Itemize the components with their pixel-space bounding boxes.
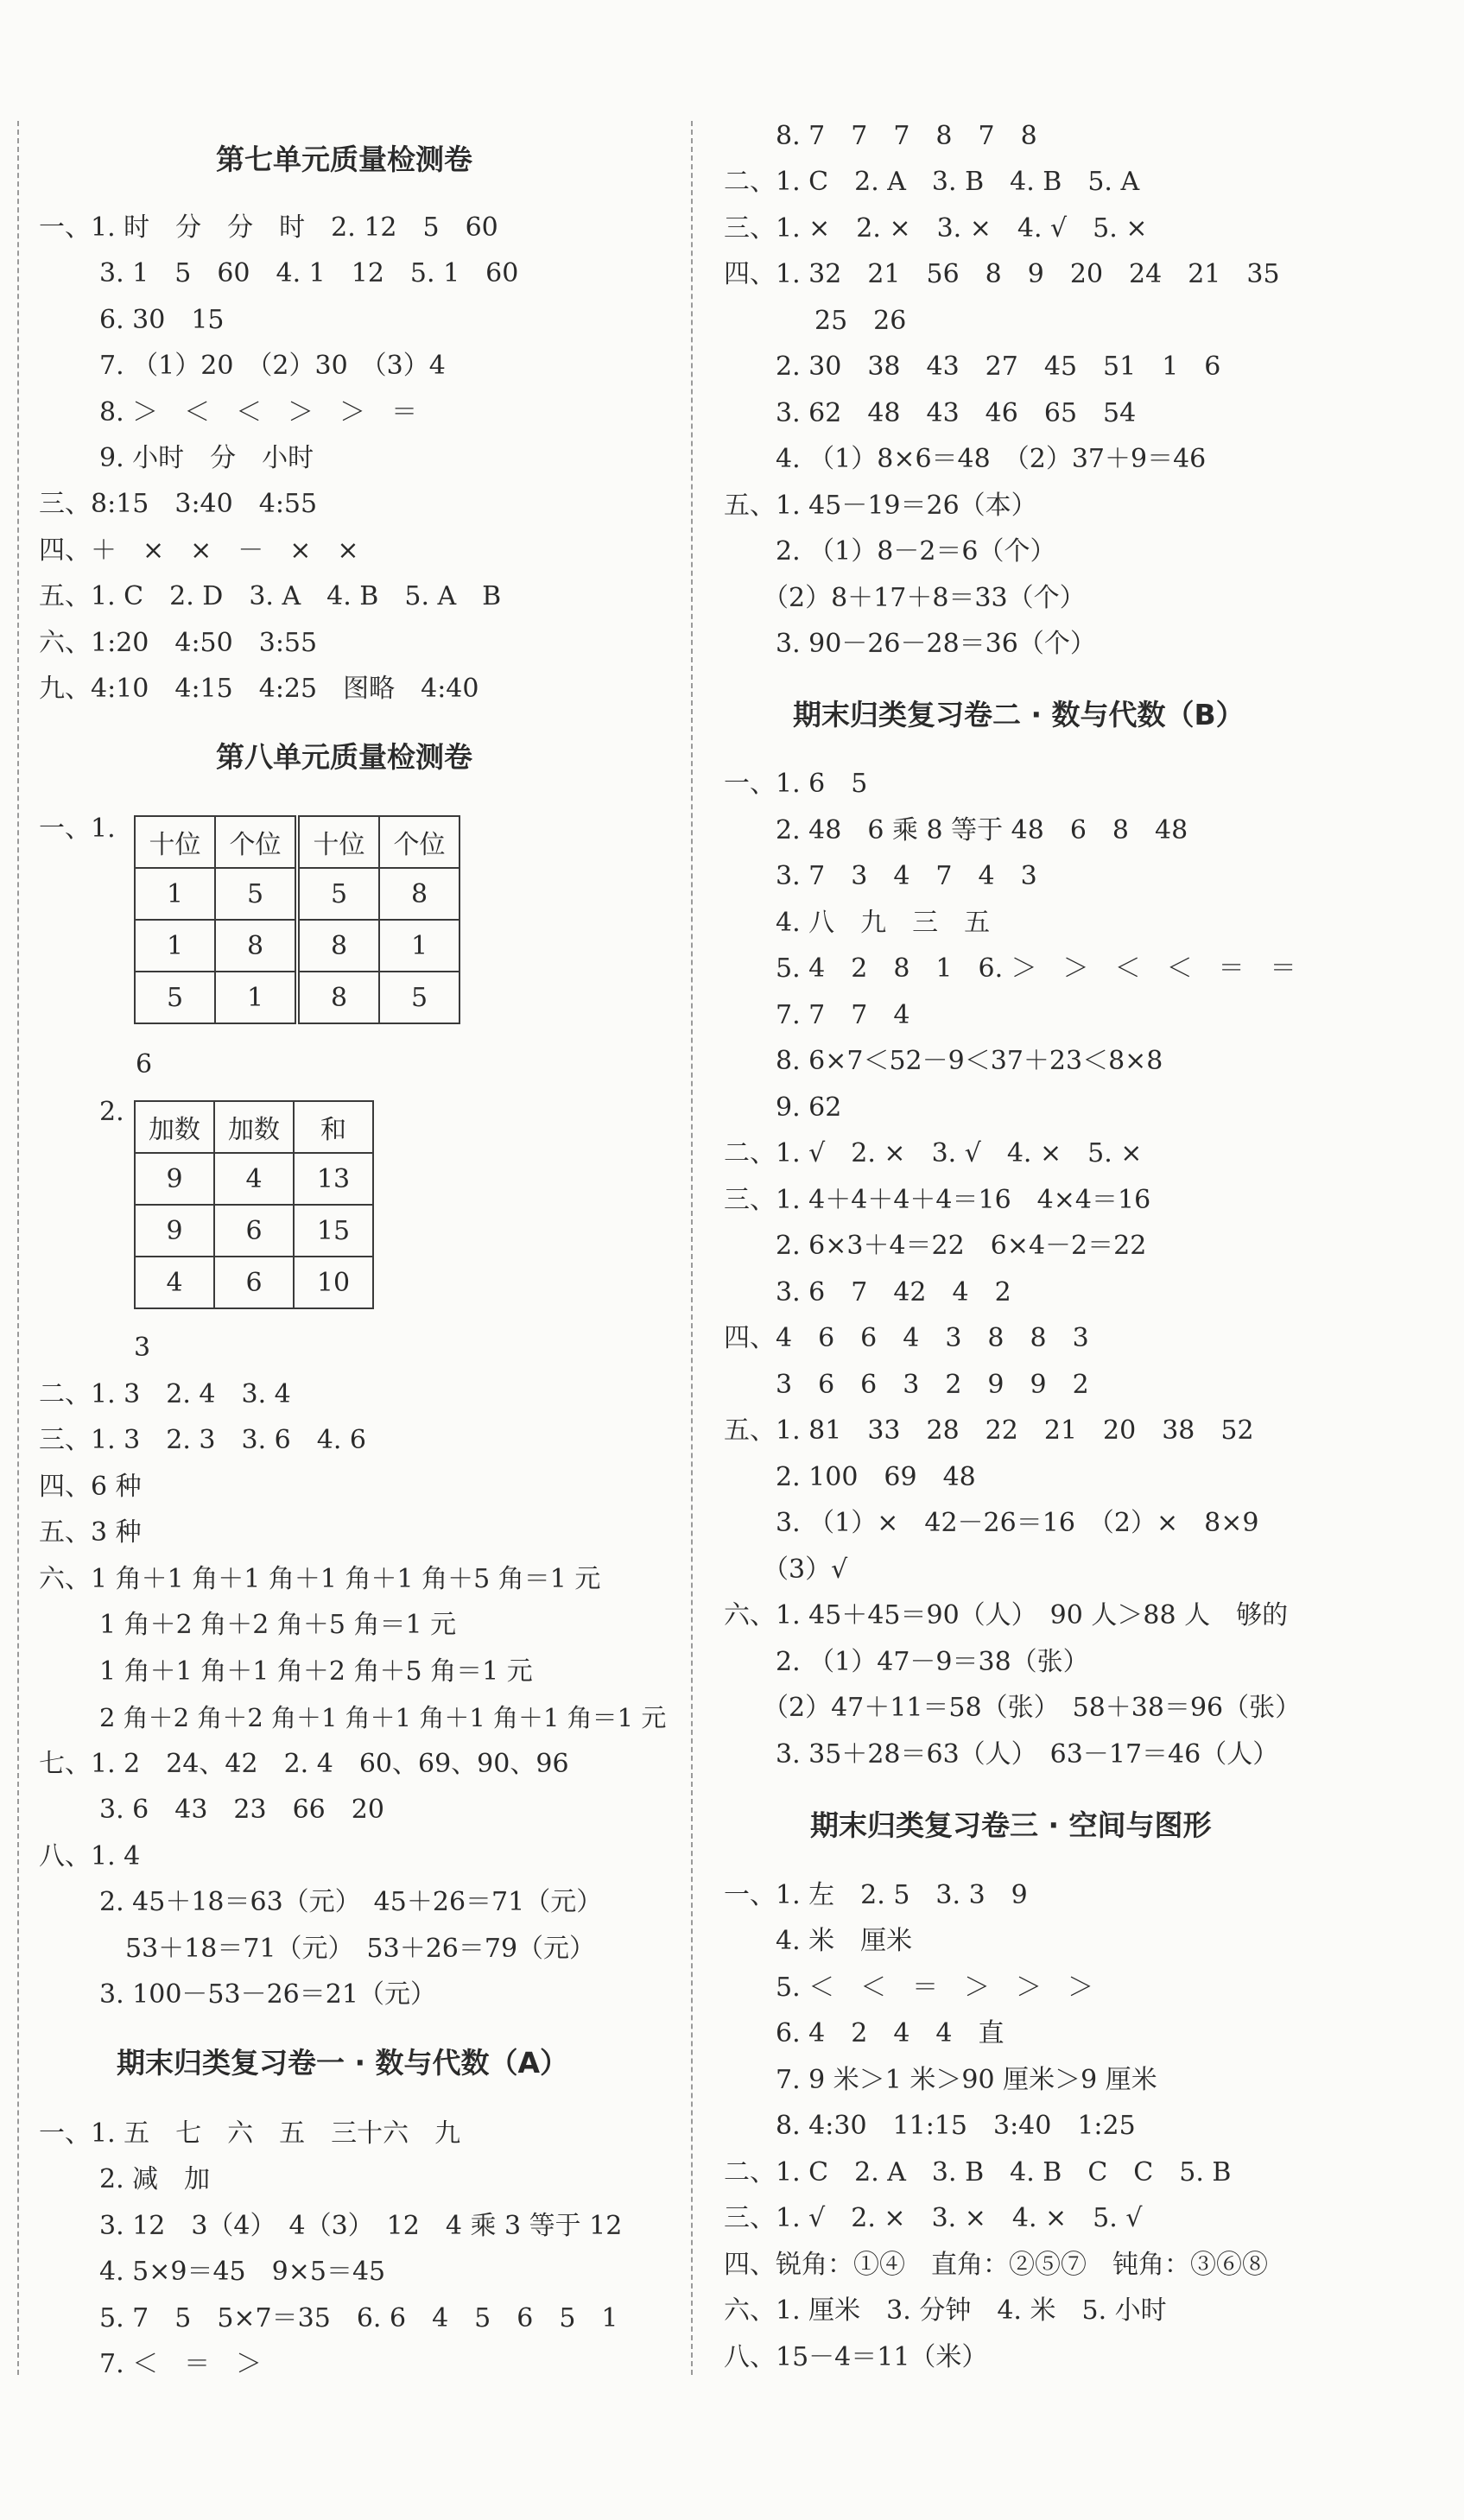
answer-line: 3. 35＋28＝63（人） 63－17＝46（人） [776, 1739, 1279, 1770]
answer-line: 五、1. C 2. D 3. A 4. B 5. A B [39, 581, 502, 611]
answer-line: 3. 12 3（4） 4（3） 12 4 乘 3 等于 12 [99, 2211, 623, 2241]
answer-line: 三、1. 4＋4＋4＋4＝16 4×4＝16 [724, 1185, 1151, 1215]
answer-line: 3. （1）× 42－26＝16 （2）× 8×9 [776, 1508, 1259, 1538]
table-cell: 15 [294, 1205, 373, 1257]
answer-line: 3. 62 48 43 46 65 54 [776, 398, 1137, 428]
answer-line: 2. 100 69 48 [776, 1462, 976, 1492]
answer-line: （2）8＋17＋8＝33（个） [763, 583, 1086, 613]
section-title-unit8: 第八单元质量检测卷 [216, 740, 472, 774]
answer-line: 25 26 [814, 306, 907, 336]
table-cell: 9 [135, 1153, 214, 1205]
answer-line: 5. ＜ ＜ ＝ ＞ ＞ ＞ [776, 1972, 1094, 2003]
question-label: 一、1. [39, 814, 116, 844]
table-header: 加数 [135, 1101, 214, 1153]
answer-line: 8. 6×7＜52－9＜37＋23＜8×8 [776, 1046, 1163, 1076]
answer-line: 9. 小时 分 小时 [99, 443, 314, 473]
section-title-review-b: 期末归类复习卷二 · 数与代数（B） [793, 698, 1245, 731]
answer-line: 一、1. 时 分 分 时 2. 12 5 60 [39, 212, 498, 243]
table-cell: 8 [215, 920, 297, 972]
answer-line: 7. ＜ ＝ ＞ [99, 2349, 263, 2379]
answer-line: 3. 6 43 23 66 20 [99, 1795, 384, 1825]
answer-line: 3. 100－53－26＝21（元） [99, 1979, 436, 2010]
answer-line: 3. 7 3 4 7 4 3 [776, 861, 1037, 891]
table-cell: 5 [135, 972, 215, 1023]
answer-line: 3 [134, 1333, 151, 1363]
left-column [39, 0, 678, 2520]
answer-line: 5. 4 2 8 1 6. ＞ ＞ ＜ ＜ ＝ ＝ [776, 953, 1296, 984]
answer-line: 8. ＞ ＜ ＜ ＞ ＞ ＝ [99, 397, 418, 427]
answer-line: 6 [136, 1049, 153, 1080]
answer-line: 六、1 角＋1 角＋1 角＋1 角＋1 角＋5 角＝1 元 [39, 1564, 601, 1594]
answer-line: 9. 62 [776, 1092, 842, 1123]
answer-line: 3. 90－26－28＝36（个） [776, 629, 1096, 659]
answer-line: 一、1. 6 5 [724, 769, 868, 799]
section-title-unit7: 第七单元质量检测卷 [216, 142, 472, 176]
answer-line: 六、1:20 4:50 3:55 [39, 628, 318, 658]
answer-line: 2. （1）47－9＝38（张） [776, 1647, 1089, 1677]
answer-line: 6. 4 2 4 4 直 [776, 2018, 1005, 2048]
answer-line: 2. 48 6 乘 8 等于 48 6 8 48 [776, 815, 1188, 845]
answer-line: 3 6 6 3 2 9 9 2 [776, 1370, 1089, 1400]
answer-line: 2. 6×3＋4＝22 6×4－2＝22 [776, 1231, 1147, 1261]
answer-line: 4. 米 厘米 [776, 1926, 913, 1956]
answer-line: 五、1. 81 33 28 22 21 20 38 52 [724, 1415, 1254, 1446]
answer-line: 一、1. 左 2. 5 3. 3 9 [724, 1880, 1028, 1910]
table-cell: 1 [379, 920, 459, 972]
answer-line: 八、15－4＝11（米） [724, 2342, 988, 2372]
answer-line: 7. 9 米＞1 米＞90 厘米＞9 厘米 [776, 2065, 1157, 2095]
answer-line: 2. （1）8－2＝6（个） [776, 536, 1056, 567]
answer-line: 2. 45＋18＝63（元） 45＋26＝71（元） [99, 1887, 603, 1917]
table-header: 十位 [135, 816, 215, 868]
column-divider [691, 121, 693, 2375]
answer-line: 2. 30 38 43 27 45 51 1 6 [776, 351, 1221, 382]
answer-line: 八、1. 4 [39, 1841, 141, 1871]
table-header: 加数 [214, 1101, 294, 1153]
answer-line: 三、1. √ 2. × 3. × 4. × 5. √ [724, 2203, 1143, 2233]
answer-line: 53＋18＝71（元） 53＋26＝79（元） [125, 1934, 596, 1964]
answer-line: 四、4 6 6 4 3 8 8 3 [724, 1323, 1089, 1353]
table-cell: 8 [379, 868, 459, 920]
table-header: 十位 [297, 816, 379, 868]
answer-line: 4. 5×9＝45 9×5＝45 [99, 2257, 386, 2287]
answer-line: 3. 6 7 42 4 2 [776, 1277, 1011, 1307]
section-title-review-a: 期末归类复习卷一 · 数与代数（A） [117, 2046, 569, 2080]
table-cell: 5 [215, 868, 297, 920]
answer-line: 二、1. 3 2. 4 3. 4 [39, 1379, 291, 1409]
table-cell: 9 [135, 1205, 214, 1257]
answer-line: 8. 7 7 7 8 7 8 [776, 121, 1037, 151]
answer-line: 三、8:15 3:40 4:55 [39, 489, 318, 519]
table-header: 和 [294, 1101, 373, 1153]
answer-line: （3）√ [763, 1554, 848, 1585]
table-header: 个位 [379, 816, 459, 868]
answer-line: 二、1. C 2. A 3. B 4. B C C 5. B [724, 2157, 1232, 2188]
place-value-table [134, 815, 460, 1024]
answer-line: 六、1. 45＋45＝90（人） 90 人＞88 人 够的 [724, 1600, 1289, 1630]
answer-line: 三、1. × 2. × 3. × 4. √ 5. × [724, 213, 1148, 244]
answer-line: 1 角＋1 角＋1 角＋2 角＋5 角＝1 元 [99, 1656, 533, 1687]
answer-line: 4. （1）8×6＝48 （2）37＋9＝46 [776, 444, 1207, 474]
answer-line: 九、4:10 4:15 4:25 图略 4:40 [39, 674, 479, 704]
answer-line: 四、锐角：①④ 直角：②⑤⑦ 钝角：③⑥⑧ [724, 2250, 1268, 2280]
answer-line: 三、1. 3 2. 3 3. 6 4. 6 [39, 1425, 366, 1455]
answer-line: 3. 1 5 60 4. 1 12 5. 1 60 [99, 258, 519, 288]
answer-line: 五、1. 45－19＝26（本） [724, 491, 1037, 521]
table-cell: 5 [379, 972, 459, 1023]
answer-line: 四、＋ × × － × × [39, 535, 359, 566]
answer-line: 2. 减 加 [99, 2164, 211, 2194]
table-cell: 8 [297, 920, 379, 972]
addend-sum-table [134, 1100, 374, 1309]
table-cell: 1 [215, 972, 297, 1023]
table-cell: 4 [214, 1153, 294, 1205]
answer-line: 7. （1）20 （2）30 （3）4 [99, 351, 446, 381]
section-title-review-c: 期末归类复习卷三 · 空间与图形 [810, 1808, 1212, 1842]
question-label: 2. [99, 1097, 124, 1127]
answer-line: 8. 4:30 11:15 3:40 1:25 [776, 2111, 1136, 2141]
table-cell: 10 [294, 1257, 373, 1308]
answer-line: 五、3 种 [39, 1517, 142, 1548]
answer-line: 一、1. 五 七 六 五 三十六 九 [39, 2118, 461, 2149]
left-margin-rule [17, 121, 19, 2375]
answer-line: 六、1. 厘米 3. 分钟 4. 米 5. 小时 [724, 2295, 1167, 2326]
answer-line: 四、1. 32 21 56 8 9 20 24 21 35 [724, 259, 1280, 289]
right-column [724, 0, 1432, 2520]
answer-line: 2 角＋2 角＋2 角＋1 角＋1 角＋1 角＋1 角＝1 元 [99, 1703, 667, 1732]
table-cell: 6 [214, 1257, 294, 1308]
answer-line: 5. 7 5 5×7＝35 6. 6 4 5 6 5 1 [99, 2303, 618, 2333]
answer-line: 7. 7 7 4 [776, 1000, 910, 1030]
answer-line: （2）47＋11＝58（张） 58＋38＝96（张） [763, 1693, 1302, 1723]
table-cell: 1 [135, 920, 215, 972]
table-cell: 6 [214, 1205, 294, 1257]
table-cell: 5 [297, 868, 379, 920]
table-cell: 1 [135, 868, 215, 920]
answer-line: 6. 30 15 [99, 305, 225, 335]
answer-line: 四、6 种 [39, 1472, 142, 1502]
answer-line: 二、1. C 2. A 3. B 4. B 5. A [724, 167, 1140, 197]
table-cell: 8 [297, 972, 379, 1023]
table-cell: 13 [294, 1153, 373, 1205]
table-header: 个位 [215, 816, 297, 868]
answer-line: 1 角＋2 角＋2 角＋5 角＝1 元 [99, 1610, 457, 1640]
answer-line: 七、1. 2 24、42 2. 4 60、69、90、96 [39, 1749, 569, 1779]
answer-line: 二、1. √ 2. × 3. √ 4. × 5. × [724, 1138, 1143, 1168]
table-cell: 4 [135, 1257, 214, 1308]
answer-line: 4. 八 九 三 五 [776, 908, 991, 938]
